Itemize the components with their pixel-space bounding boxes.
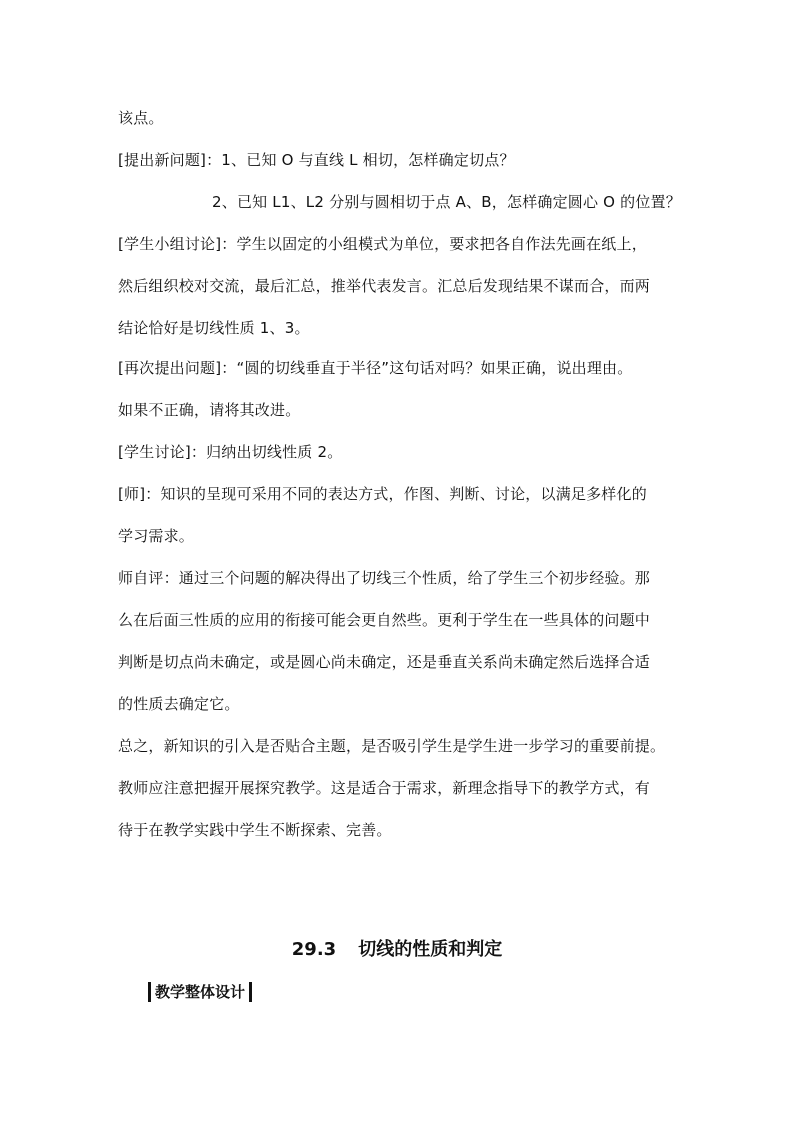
subsection-title: 教学整体设计 <box>148 982 252 1002</box>
paragraph-line: [师]：知识的呈现可采用不同的表达方式，作图、判断、讨论，以满足多样化的 <box>118 485 647 503</box>
paragraph-line: [学生小组讨论]：学生以固定的小组模式为单位，要求把各自作法先画在纸上， <box>118 235 647 253</box>
paragraph-line: 2、已知 L1、L2 分别与圆相切于点 A、B，怎样确定圆心 O 的位置？ <box>212 193 681 211</box>
paragraph-line: 么在后面三性质的应用的衔接可能会更自然些。更利于学生在一些具体的问题中 <box>118 611 651 629</box>
paragraph-line: 结论恰好是切线性质 1、3。 <box>118 319 310 337</box>
paragraph-line: 学习需求。 <box>118 527 195 545</box>
section-number: 29.3 <box>291 939 337 960</box>
paragraph-line: 如果不正确，请将其改进。 <box>118 401 301 419</box>
paragraph-line: 然后组织校对交流，最后汇总，推举代表发言。汇总后发现结果不谋而合，而两 <box>118 277 651 295</box>
paragraph-line: 该点。 <box>118 109 164 127</box>
section-heading <box>0 938 794 962</box>
paragraph-line: 师自评：通过三个问题的解决得出了切线三个性质，给了学生三个初步经验。那 <box>118 569 651 587</box>
paragraph-line: 的性质去确定它。 <box>118 695 240 713</box>
paragraph-line: [再次提出问题]：“圆的切线垂直于半径”这句话对吗？如果正确，说出理由。 <box>118 359 633 377</box>
section-title: 切线的性质和判定 <box>358 939 503 960</box>
paragraph-line: [学生讨论]：归纳出切线性质 2。 <box>118 443 343 461</box>
paragraph-line: [提出新问题]：1、已知 O 与直线 L 相切，怎样确定切点？ <box>118 151 515 169</box>
paragraph-line: 总之，新知识的引入是否贴合主题，是否吸引学生是学生进一步学习的重要前提。 <box>118 737 666 755</box>
paragraph-line: 教师应注意把握开展探究教学。这是适合于需求，新理念指导下的教学方式，有 <box>118 779 651 797</box>
paragraph-line: 判断是切点尚未确定，或是圆心尚未确定，还是垂直关系尚未确定然后选择合适 <box>118 653 651 671</box>
paragraph-line: 待于在教学实践中学生不断探索、完善。 <box>118 821 392 839</box>
